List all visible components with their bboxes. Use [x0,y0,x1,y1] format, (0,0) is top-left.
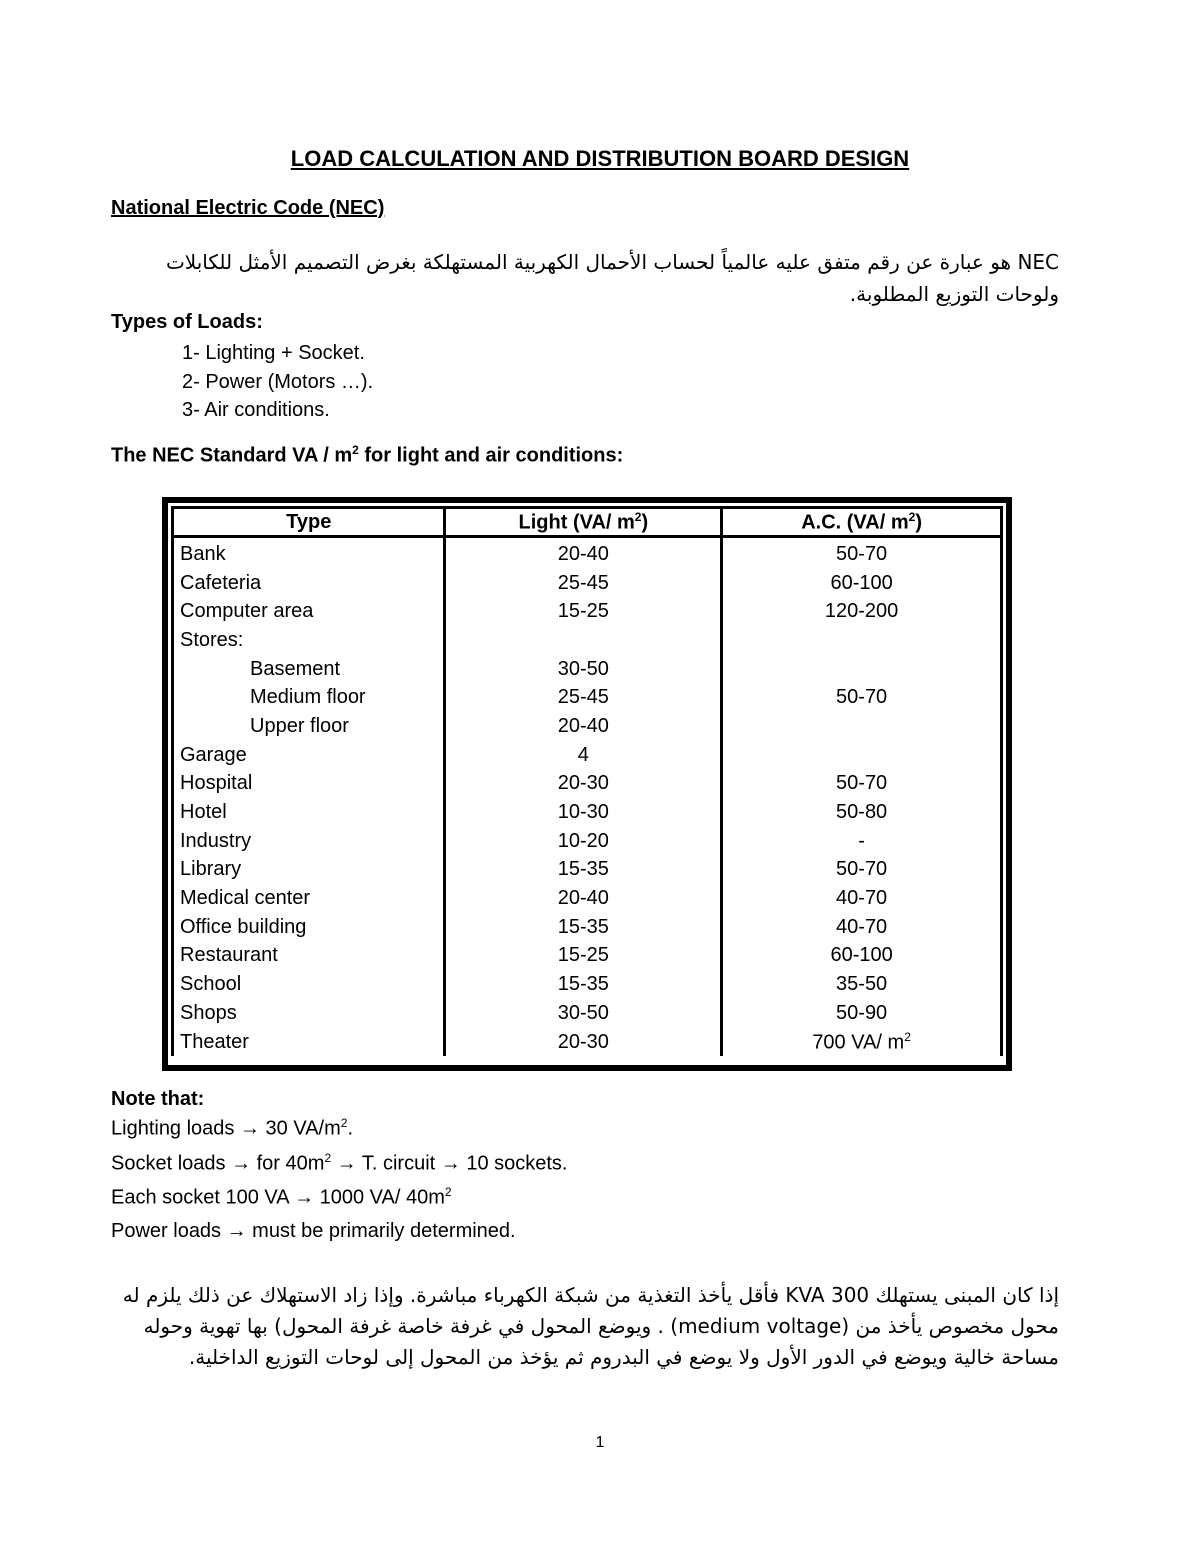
table-row [173,798,1002,827]
table-row [173,655,1002,684]
cell-light: 10-30 [445,798,722,827]
transformer-paragraph: إذا كان المبنى يستهلك 300 KVA فأقل يأخذ التغذية من شبكة الكهرباء مباشرة. وإذا زاد الاستهلاك عن ذلك يلزم له محول مخصوص يأخذ من (medium voltage) . ويوضع المحول في غرفة خاصة غرفة المحول) بها تهوية وحوله مساحة خالية ويوضع في الدور الأول ولا يوضع في البدروم ثم يؤخذ من المحول إلى لوحات التوزيع الداخلية. [122,1283,1059,1369]
note-lighting-text: Lighting loads → 30 VA/m [111,1117,341,1140]
standard-heading-sup: 2 [352,443,359,457]
note-socket-end: → T. circuit → 10 sockets. [331,1152,568,1175]
page-number: 1 [595,1434,605,1451]
cell-type: School [173,970,445,999]
table-row [173,741,1002,770]
note-each-sup: 2 [444,1185,452,1199]
standard-heading-text-end: for light and air conditions: [358,444,624,467]
cell-ac [722,655,1002,684]
header-ac [722,508,1002,537]
table-row [173,1028,1002,1057]
table-header-row [173,508,1002,537]
table-row [173,770,1002,799]
cell-type: Medical center [173,884,445,913]
cell-ac: 50-70 [722,537,1002,569]
types-heading: Types of Loads: [111,311,263,333]
cell-type: Bank [173,537,445,569]
standard-heading [111,443,623,468]
cell-type: Hotel [173,798,445,827]
cell-ac: 50-70 [722,770,1002,799]
cell-ac: 120-200 [722,597,1002,626]
nec-definition-paragraph: NEC هو عبارة عن رقم متفق عليه عالمياً لحساب الأحمال الكهربية المستهلكة بغرض التصميم الأمثل للكابلات ولوحات التوزيع المطلوبة. [165,250,1059,306]
cell-light: 30-50 [445,999,722,1028]
list-item: 3- Air conditions. [182,399,330,421]
note-power: Power loads → must be primarily determined. [111,1219,516,1242]
header-light-close: ) [641,511,649,534]
nec-table-frame [162,497,1012,1071]
header-ac-sup: 2 [908,509,916,524]
table-row [173,683,1002,712]
cell-light: 15-35 [445,970,722,999]
note-each-text: Each socket 100 VA → 1000 VA/ 40m [111,1186,445,1209]
standard-heading-text: The NEC Standard VA / m [111,444,353,467]
cell-ac-text: 700 VA/ m [812,1031,905,1054]
table-row [173,827,1002,856]
section-subtitle: National Electric Code (NEC) [111,197,385,219]
note-lighting-sup: 2 [340,1116,348,1130]
note-heading: Note that: [111,1088,205,1110]
cell-ac-sup: 2 [904,1029,911,1044]
cell-ac [722,712,1002,741]
header-light-sup: 2 [634,509,642,524]
cell-light: 20-30 [445,770,722,799]
table-row [173,999,1002,1028]
cell-type: Medium floor [173,683,445,712]
cell-type: Office building [173,913,445,942]
cell-type: Hospital [173,770,445,799]
table-row [173,913,1002,942]
cell-type: Computer area [173,597,445,626]
cell-light [445,626,722,655]
cell-light: 4 [445,741,722,770]
table-row [173,712,1002,741]
table-row [173,856,1002,885]
table-row [173,569,1002,598]
note-lighting-end: . [347,1117,354,1140]
cell-type: Theater [173,1028,445,1057]
cell-type: Cafeteria [173,569,445,598]
header-light-text: Light (VA/ m [518,511,635,534]
cell-type: Basement [173,655,445,684]
cell-ac [722,741,1002,770]
cell-light: 20-30 [445,1028,722,1057]
table-row [173,884,1002,913]
note-socket [111,1151,568,1186]
table-row [173,626,1002,655]
cell-type: Restaurant [173,942,445,971]
table-row [173,942,1002,971]
cell-light: 20-40 [445,884,722,913]
document-title: LOAD CALCULATION AND DISTRIBUTION BOARD DESIGN [290,146,910,171]
note-socket-text: Socket loads → for 40m [111,1152,325,1175]
cell-type: Garage [173,741,445,770]
cell-ac: 50-90 [722,999,1002,1028]
cell-light: 15-35 [445,913,722,942]
cell-ac: 50-70 [722,856,1002,885]
cell-light: 25-45 [445,683,722,712]
header-light [445,508,722,537]
cell-light: 10-20 [445,827,722,856]
cell-ac: 50-70 [722,683,1002,712]
cell-ac: 60-100 [722,942,1002,971]
cell-light: 25-45 [445,569,722,598]
header-ac-close: ) [915,511,922,534]
table-row [173,970,1002,999]
list-item: 2- Power (Motors …). [182,370,374,393]
cell-light: 20-40 [445,712,722,741]
cell-type: Upper floor [173,712,445,741]
cell-ac: 60-100 [722,569,1002,598]
cell-light: 20-40 [445,537,722,569]
cell-ac: 35-50 [722,970,1002,999]
notes-block [111,1116,568,1254]
cell-ac: - [722,827,1002,856]
header-type: Type [173,508,445,537]
cell-type: Library [173,856,445,885]
table-row [173,537,1002,569]
note-lighting [111,1116,568,1151]
cell-light: 15-35 [445,856,722,885]
table-row [173,597,1002,626]
cell-type: Shops [173,999,445,1028]
types-list [182,339,373,425]
cell-light: 30-50 [445,655,722,684]
cell-ac: 50-80 [722,798,1002,827]
cell-type: Industry [173,827,445,856]
note-socket-sup: 2 [324,1150,332,1165]
cell-light: 15-25 [445,597,722,626]
list-item: 1- Lighting + Socket. [182,342,365,364]
nec-standard-table [171,506,1003,1056]
cell-ac [722,626,1002,655]
cell-ac [722,1028,1002,1057]
cell-light: 15-25 [445,942,722,971]
note-each-socket [111,1185,568,1220]
header-ac-text: A.C. (VA/ m [801,511,909,534]
cell-ac: 40-70 [722,913,1002,942]
cell-type: Stores: [173,626,445,655]
cell-ac: 40-70 [722,884,1002,913]
